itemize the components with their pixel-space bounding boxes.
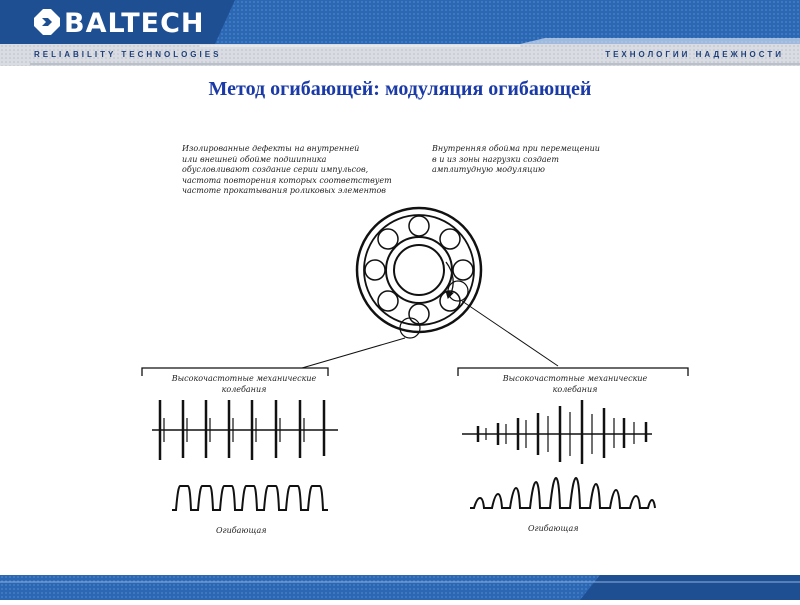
left-envelope-curve (172, 486, 328, 510)
footer-background (0, 575, 800, 600)
right-envelope-curve (470, 478, 655, 508)
tagline-right: ТЕХНОЛОГИИ НАДЕЖНОСТИ (605, 50, 784, 59)
left-envelope-label: Огибающая (216, 526, 267, 535)
baltech-s-logo-icon (34, 9, 60, 35)
slide-title: Метод огибающей: модуляция огибающей (208, 78, 592, 100)
tagline-left: RELIABILITY TECHNOLOGIES (34, 50, 222, 59)
header-bar (0, 0, 800, 66)
diagram-drawing (140, 136, 700, 546)
footer-bar (0, 575, 800, 600)
right-hf-signal (462, 400, 652, 464)
right-signal-label: Высокочастотные механические колебания (502, 374, 648, 394)
brand-name: BALTECH (64, 8, 205, 39)
caption-left: Изолированные дефекты на внутренней или внешней обойме подшипника обусловливают создание серии импульсов, частота повторения которых соответствует частоте прокатывания роликовых элементов (182, 144, 392, 195)
bearing-drawing (357, 208, 481, 338)
right-envelope-label: Огибающая (528, 524, 579, 533)
left-hf-signal (152, 400, 338, 460)
left-signal-label: Высокочастотные механические колебания (171, 374, 317, 394)
diagram (140, 136, 700, 546)
caption-right: Внутренняя обойма при перемещении в и из зоны нагрузки создает амплитудную модуляцию (432, 144, 600, 174)
